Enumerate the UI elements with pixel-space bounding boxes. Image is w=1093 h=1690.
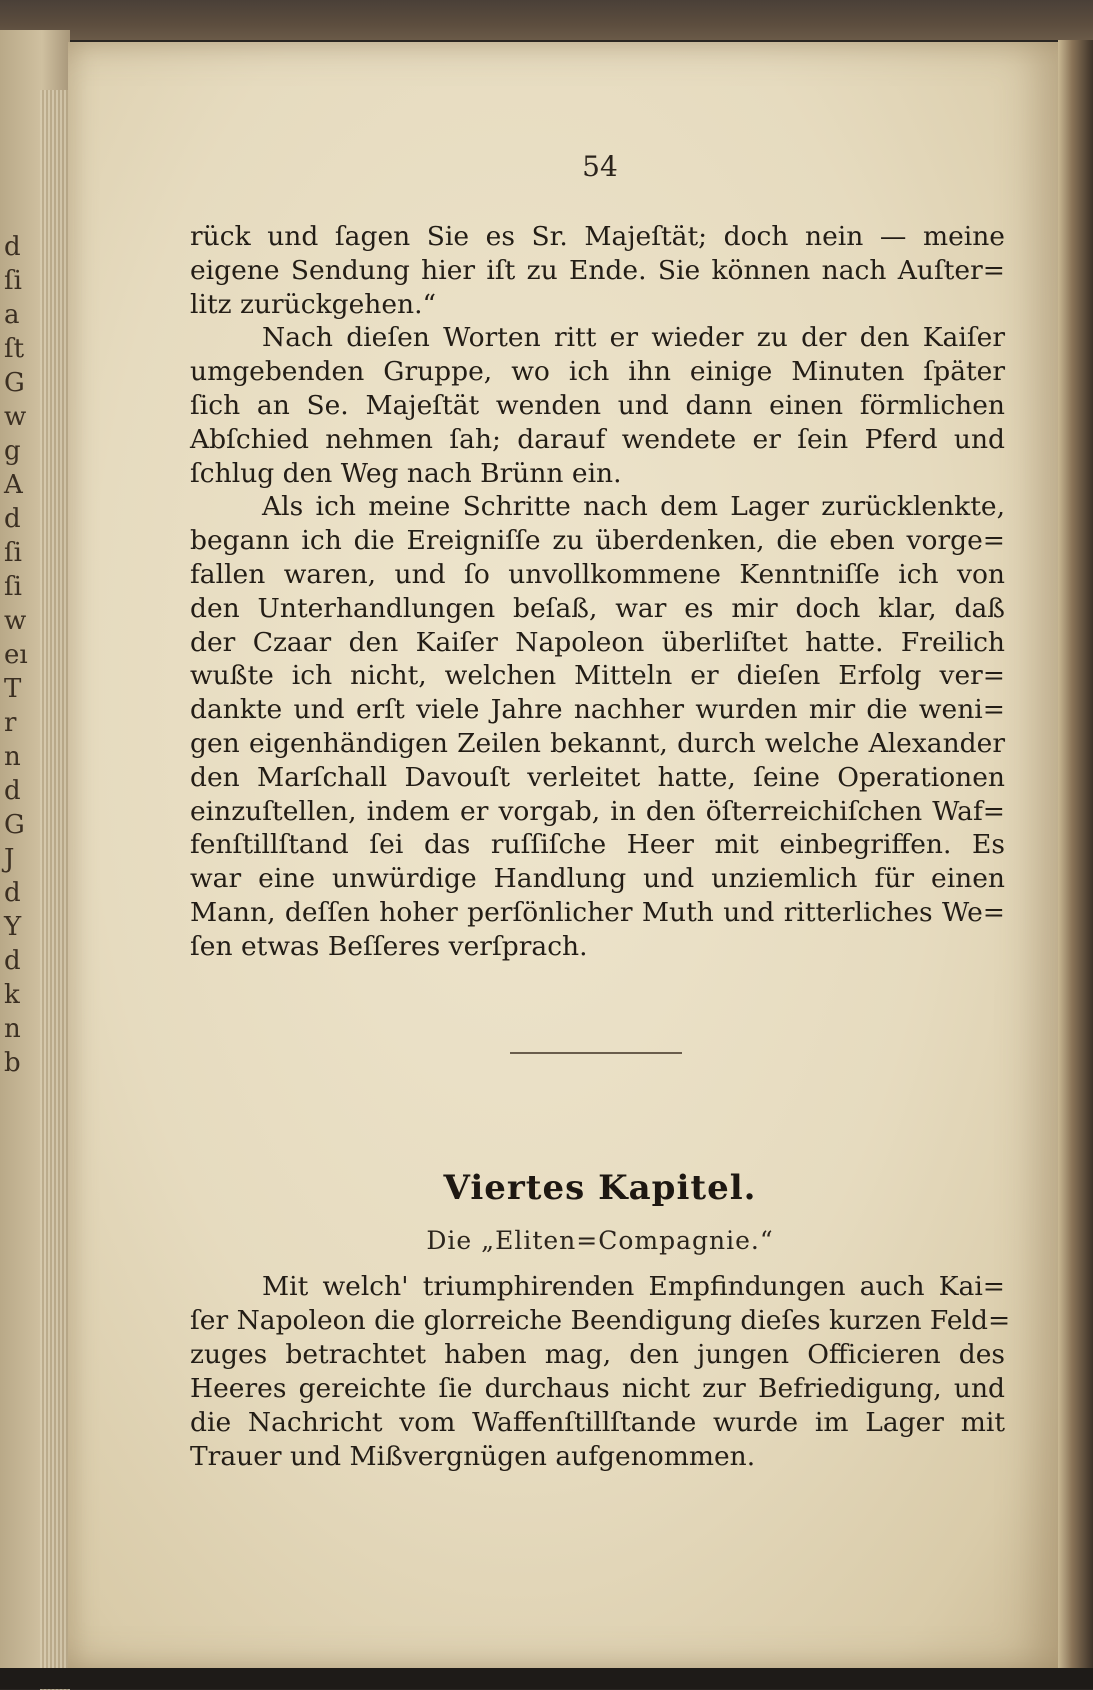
body-text-bottom: [190, 1270, 1011, 1474]
text-line: zuges betrachtet haben mag, den jungen Officieren des: [190, 1339, 1005, 1370]
facing-page-fragment: d: [4, 946, 21, 976]
text-line: eigene Sendung hier iſt zu Ende. Sie können nach Auſter=: [190, 254, 1005, 286]
text-line: umgebenden Gruppe, wo ich ihn einige Minuten ſpäter: [190, 356, 1005, 388]
text-line: einzuſtellen, indem er vorgab, in den öſterreichiſchen Waf=: [190, 795, 1005, 827]
text-line: die Nachricht vom Waffenſtillſtande wurde im Lager mit: [190, 1407, 1005, 1438]
text-line: Abſchied nehmen ſah; darauf wendete er ſein Pferd und: [190, 423, 1005, 455]
book-spine-top: [0, 0, 1093, 40]
text-line: Mit welch' triumphirenden Empfindungen auch Kai=: [262, 1271, 1005, 1302]
facing-page-fragment: d: [4, 878, 21, 908]
text-line: Mann, deſſen hoher perſönlicher Muth und ritterliches We=: [190, 896, 1005, 928]
text-line: rück und ſagen Sie es Sr. Majeſtät; doch nein — meine: [190, 221, 1005, 252]
page-number: 54: [582, 150, 618, 183]
text-line: fallen waren, und ſo unvollkommene Kenntniſſe ich von: [190, 558, 1005, 590]
facing-page-fragment: d: [4, 232, 21, 262]
text-line: begann ich die Ereigniſſe zu überdenken, die eben vorge=: [190, 525, 1005, 557]
facing-page-fragment: ſi: [4, 572, 22, 602]
paragraph-4: [190, 1270, 1011, 1474]
book-right-edge: [1058, 40, 1093, 1670]
facing-page-fragment: a: [4, 300, 20, 330]
paragraph-1: [190, 220, 1005, 321]
text-line: Nach dieſen Worten ritt er wieder zu der den Kaiſer: [262, 322, 1005, 354]
facing-page-fragment: eı: [4, 640, 28, 670]
facing-page-fragment: ſi: [4, 266, 22, 296]
text-line: Als ich meine Schritte nach dem Lager zurücklenkte,: [262, 491, 1005, 523]
facing-page-fragment: k: [4, 980, 20, 1010]
facing-page-fragment: r: [4, 708, 17, 738]
text-line: den Unterhandlungen beſaß, war es mir doch klar, daß: [190, 592, 1005, 624]
facing-page-fragment: n: [4, 1014, 21, 1044]
paragraph-2: [190, 321, 1005, 490]
text-line: dankte und erſt viele Jahre nachher wurden mir die weni=: [190, 694, 1005, 726]
text-line: Heeres gereichte ſie durchaus nicht zur Befriedigung, und: [190, 1373, 1005, 1404]
book-bottom-edge: [0, 1668, 1093, 1689]
facing-page-fragment: d: [4, 504, 21, 534]
facing-page-fragment: g: [4, 436, 21, 466]
text-line: ſer Napoleon die glorreiche Beendigung dieſes kurzen Feld=: [190, 1305, 1011, 1336]
text-line: war eine unwürdige Handlung und unziemlich für einen: [190, 863, 1005, 895]
text-line: ſich an Se. Majeſtät wenden und dann einen förmlichen: [190, 389, 1005, 421]
facing-page-fragment: G: [4, 368, 25, 398]
text-line: ſchlug den Weg nach Brünn ein.: [190, 457, 622, 489]
text-line: der Czaar den Kaiſer Napoleon überliſtet hatte. Freilich: [190, 626, 1005, 658]
facing-page-fragment: ſi: [4, 538, 22, 568]
facing-page-fragment: ſt: [4, 334, 25, 364]
chapter-title: Viertes Kapitel.: [443, 1168, 757, 1208]
text-line: den Marſchall Davouſt verleitet hatte, ſeine Operationen: [190, 761, 1005, 793]
text-line: ſen etwas Beſſeres verſprach.: [190, 930, 588, 962]
facing-page-fragment: A: [4, 470, 23, 500]
facing-page-fragment: w: [4, 606, 27, 636]
text-line: gen eigenhändigen Zeilen bekannt, durch welche Alexander: [190, 727, 1005, 759]
facing-page-fragment: n: [4, 742, 21, 772]
page-stack-edges: [40, 90, 70, 1690]
paragraph-3: [190, 490, 1005, 963]
facing-page-fragment: d: [4, 776, 21, 806]
section-divider: [510, 1052, 682, 1054]
body-text-top: [190, 220, 1005, 964]
facing-page-text-fragments: [4, 230, 44, 1480]
facing-page-edge: [0, 30, 70, 1670]
facing-page-fragment: T: [4, 674, 22, 704]
text-line: fenſtillſtand ſei das ruſſiſche Heer mit einbegriffen. Es: [190, 829, 1005, 861]
facing-page-fragment: G: [4, 810, 25, 840]
facing-page-fragment: b: [4, 1048, 21, 1078]
text-line: wußte ich nicht, welchen Mitteln er dieſen Erfolg ver=: [190, 660, 1005, 692]
facing-page-fragment: Y: [4, 912, 22, 942]
text-line: Trauer und Mißvergnügen aufgenommen.: [190, 1441, 756, 1472]
facing-page-fragment: w: [4, 402, 27, 432]
chapter-subtitle: Die „Eliten=Compagnie.“: [426, 1226, 774, 1255]
text-line: litz zurückgehen.“: [190, 288, 437, 320]
facing-page-fragment: J: [4, 844, 15, 874]
